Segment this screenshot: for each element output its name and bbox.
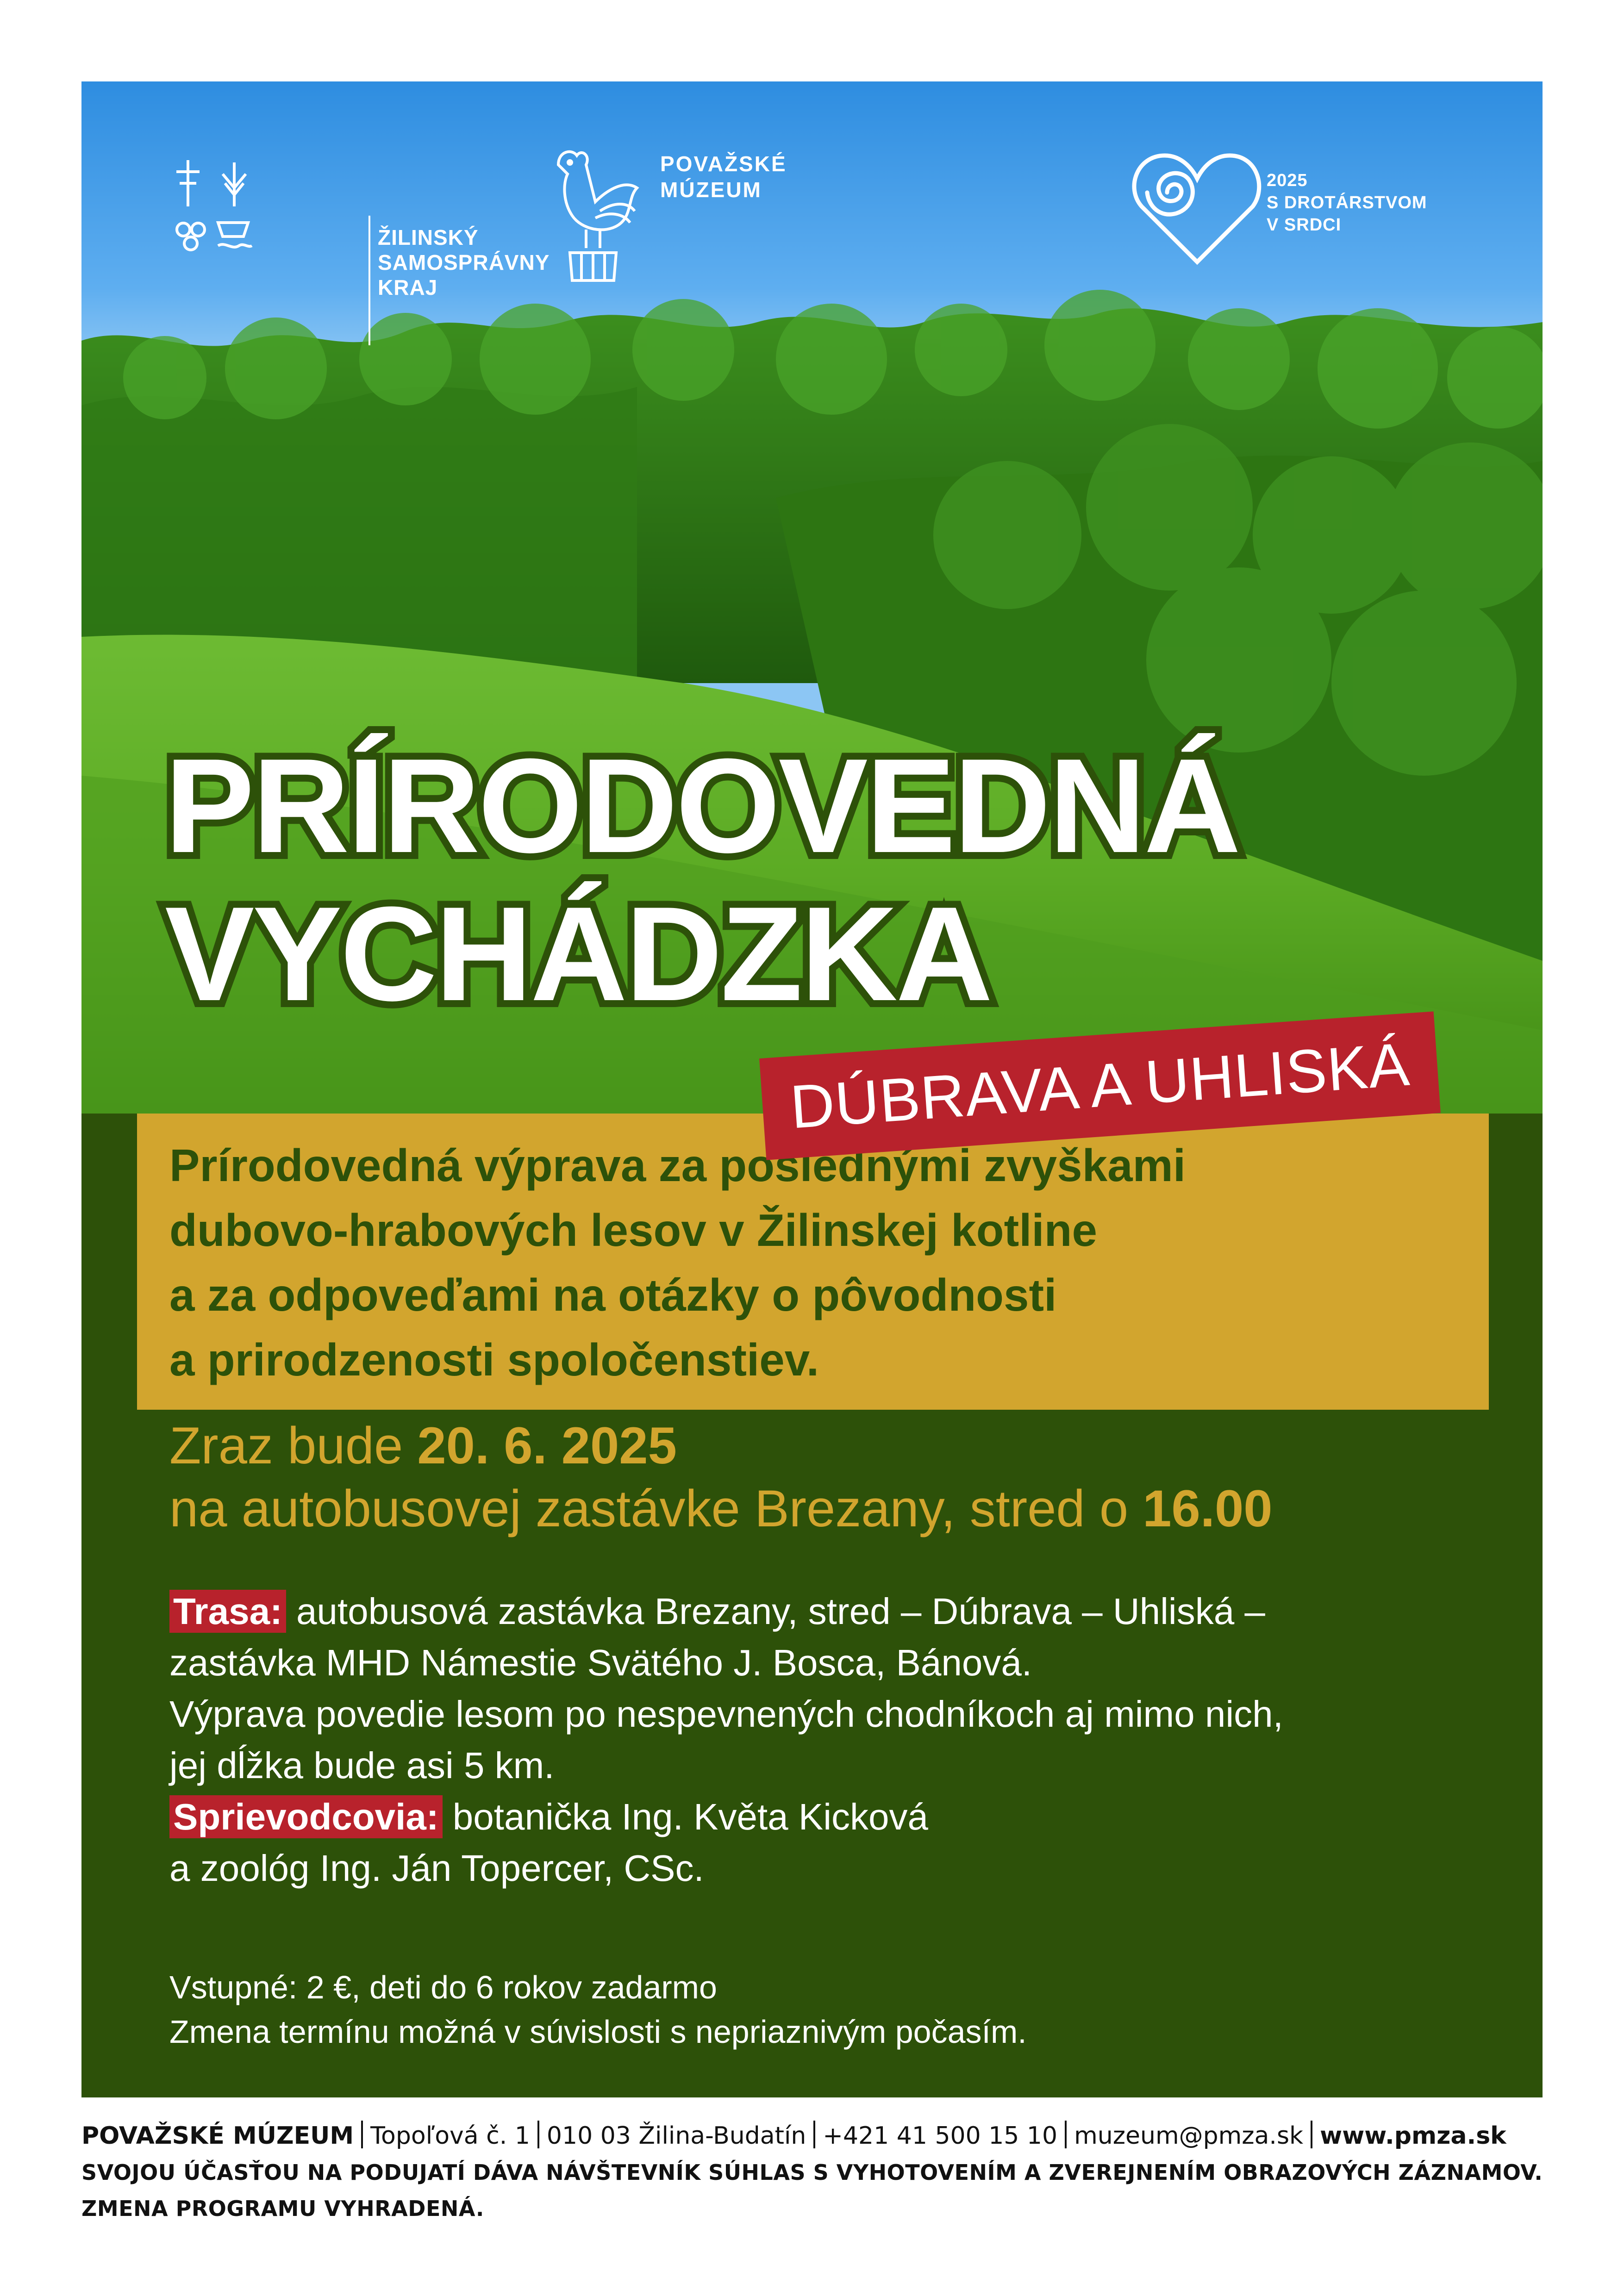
title-line-1: PRÍRODOVEDNÁ <box>165 731 1239 881</box>
program-change-notice: ZMENA PROGRAMU VYHRADENÁ. <box>81 2196 484 2221</box>
footer-phone: +421 41 500 15 10 <box>823 2122 1058 2150</box>
title-line-2: VYCHÁDZKA <box>165 879 991 1029</box>
admission-note: Vstupné: 2 €, deti do 6 rokov zadarmo <box>169 1969 717 2005</box>
notes <box>169 1965 1027 2054</box>
spiral-heart-icon <box>1128 146 1267 271</box>
povazske-muzeum-logo <box>544 137 822 285</box>
intro-box <box>137 1114 1489 1410</box>
meeting-info: Zraz bude 20. 6. 2025 na autobusovej zastávke Brezany, stred o 16.00 <box>169 1417 1273 1537</box>
zilina-region-name: ŽILINSKÝ SAMOSPRÁVNY KRAJ <box>378 225 550 299</box>
footer-web: www.pmza.sk <box>1320 2122 1506 2150</box>
forest-meadow-photo <box>81 81 1543 1114</box>
guides-label: Sprievodcovia: <box>169 1795 443 1838</box>
intro-text: Prírodovedná výprava za poslednými zvyškami dubovo-hrabových lesov v Žilinskej kotline a za odpoveďami na otázky o pôvodnosti a prirodzenosti spoločenstiev. <box>169 1140 1186 1385</box>
route-text: jej dĺžka bude asi 5 km. <box>169 1745 555 1786</box>
route-text: autobusová zastávka Brezany, stred – Dúbrava – Uhliská – <box>296 1591 1265 1632</box>
drotarstvo-2025-logo <box>1128 146 1461 285</box>
route-text: zastávka MHD Námestie Svätého J. Bosca, Bánová. <box>169 1642 1032 1683</box>
subtitle-text: DÚBRAVA A UHLISKÁ <box>788 1030 1412 1141</box>
route-text: Výprava povedie lesom po nespevnených chodníkoch aj mimo nich, <box>169 1693 1283 1735</box>
event-details <box>169 1586 1512 1894</box>
route-label: Trasa: <box>169 1590 286 1633</box>
guides-text: a zoológ Ing. Ján Topercer, CSc. <box>169 1848 704 1889</box>
logo-divider <box>369 216 370 345</box>
meeting-date: 20. 6. 2025 <box>417 1417 677 1475</box>
footer <box>81 2117 1543 2227</box>
meeting-time: 16.00 <box>1143 1480 1273 1537</box>
campaign-text: 2025 S DROTÁRSTVOM V SRDCI <box>1267 171 1427 235</box>
museum-name: POVAŽSKÉ MÚZEUM <box>660 152 787 202</box>
zilina-region-coat-of-arms-icon <box>169 156 257 257</box>
zilina-region-logo <box>169 156 550 299</box>
footer-email: muzeum@pmza.sk <box>1074 2122 1304 2150</box>
footer-street: Topoľová č. 1 <box>370 2122 530 2150</box>
consent-notice: SVOJOU ÚČASŤOU NA PODUJATÍ DÁVA NÁVŠTEVNÍK SÚHLAS S VYHOTOVENÍM A ZVEREJNENÍM OBRAZOVÝCH ZÁZNAMOV. <box>81 2160 1543 2185</box>
contact-line <box>81 2117 1543 2154</box>
footer-city: 010 03 Žilina-Budatín <box>546 2122 806 2150</box>
guides-text: botanička Ing. Květa Kicková <box>452 1796 929 1837</box>
weather-note: Zmena termínu možná v súvislosti s nepriaznivým počasím. <box>169 2014 1027 2050</box>
poster <box>81 81 1543 2097</box>
footer-org: POVAŽSKÉ MÚZEUM <box>81 2122 354 2150</box>
rooster-icon <box>544 137 646 285</box>
